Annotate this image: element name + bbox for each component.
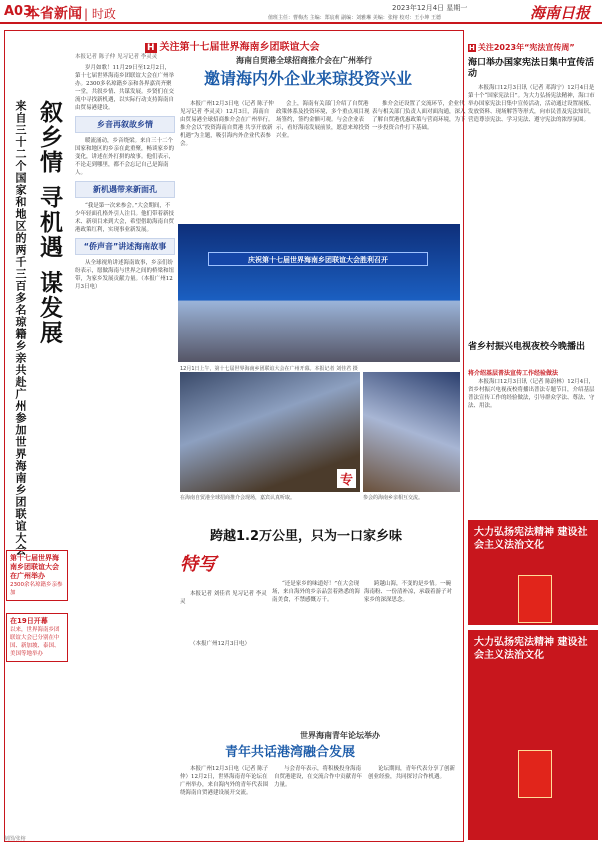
article-column: 本报广州12月3日电（记者 陈子仲）12月2日，世界海南青年论坛在广州举办，来自海内外的青年代表围绕海南自贸港建设展开交流。 (180, 766, 269, 796)
right-topic-label: H 关注2023年“宪法宣传周” (469, 43, 575, 52)
subheading: “侨声音”讲述海南故事 (75, 238, 175, 255)
article-column: 与会青年表示，将积极投身海南自贸港建设，在交流合作中贡献青年力量。 (274, 766, 363, 788)
left-topic-label: H 关注第十七届世界海南乡团联谊大会 (147, 42, 320, 53)
article-column: 会上，海南有关部门介绍了自贸港政策体系及投资环境，多个重点项目现场签约，签约金额可观。与会企业表示，看好海南发展前景，愿意来琼投资兴业。 (276, 101, 370, 139)
vertical-subtitle: 来自三十二个国家和地区的两千三百多名琼籍乡亲共赴广州参加世界海南乡团联谊大会 (14, 100, 27, 556)
constitution-book-icon (518, 575, 552, 623)
graphic-credit: 制图/张榕 (4, 836, 26, 842)
feature-mark: 专 (337, 469, 356, 488)
article-column: （本报广州12月3日电） (190, 641, 250, 647)
section-title: 本省新闻 (26, 6, 82, 22)
guests-photo (363, 372, 460, 492)
audience-photo (180, 372, 360, 492)
article-column: 本报记者 刘佳君 见习记者 李灵灵 (180, 591, 267, 605)
stage-banner: 庆祝第十七届世界海南乡团联谊大会胜利召开 (208, 252, 428, 266)
left-info-boxes (6, 550, 68, 825)
article-paragraph: 岁月如歌！11月29日至12月2日，第十七届世界海南乡团联谊大会在广州举办。2300多名琼籍乡亲和各界嘉宾齐聚一堂，共叙乡情、共谋发展。乡贤们在交流中寻找新机遇，以实际行动支持海南自由贸易港建设。 (75, 65, 175, 111)
subheading: 新机遇带来新面孔 (75, 181, 175, 198)
article-column: 论坛期间，青年代表分享了创新创业经验，共同探讨合作机遇。 (368, 766, 456, 780)
issue-date: 2023年12月4日 星期一 (392, 4, 468, 12)
conference-photo (178, 224, 460, 362)
feature-label: 特写 (180, 554, 216, 575)
photo-caption: 在海南自贸港全球招商推介会现场，嘉宾认真听取。 (180, 495, 296, 501)
forum-pretitle: 世界海南青年论坛举办 (300, 731, 380, 740)
photo-caption: 12月1日上午，第十七届世界海南乡团联谊大会在广州开幕。本报记者 刘佳君 摄 (180, 366, 358, 372)
psa-text: 大力弘扬宪法精神 建设社会主义法治文化 (474, 637, 588, 661)
article-column: 本报广州12月3日电（记者 陈子仲 见习记者 李灵灵）12月3日，海南自由贸易港全球招商推介会在广州举行。推介会以“投资海南自贸港 共享开放新机遇”为主题，吸引海内外企业代表参会。 (180, 101, 274, 147)
left-article (75, 52, 175, 837)
page-header (0, 0, 602, 24)
right-headline: 海口举办国家宪法日集中宣传活动 (468, 58, 595, 79)
article-column: 推介会还设置了交流环节，企业代表与相关部门负责人面对面沟通，深入了解自贸港优惠政策与营商环境，为下一步投资合作打下基础。 (372, 101, 466, 131)
article-paragraph: 从全球视角讲述海南故事，乡亲们纷纷表示，愿做海南与世界之间的桥梁和纽带，为家乡发展贡献力量。（本报广州12月3日电） (75, 260, 175, 290)
psa-ad (468, 520, 598, 625)
byline: 本报记者 陈子仲 见习记者 李灵灵 (75, 54, 158, 60)
article-paragraph: 暖流涌动，乡音绕梁。来自三十二个国家和地区的乡亲在此重聚，畅谈家乡的变化，讲述在外打拼的故事。他们表示，不论走到哪里，都不会忘记自己是海南人。 (75, 138, 175, 176)
info-box: 在19日开幕 以来，世界海南乡团联谊大会已分别在中国、新加坡、泰国、美国等地举办 (6, 613, 68, 662)
story-headline: 跨越1.2万公里，只为一口家乡味 (210, 529, 403, 544)
center-headline: 邀请海内外企业来琼投资兴业 (204, 69, 413, 88)
info-box: 第十七届世界海南乡团联谊大会在广州举办 2300余名琼籍乡亲参加 (6, 550, 68, 601)
subsection-title: | 时政 (84, 7, 116, 21)
right-article: 本报海口12月3日讯（记者 邓海宁）12月4日是第十个“国家宪法日”。为大力弘扬宪法精神，海口市举办国家宪法日集中宣传活动，活动通过设置展板、发放资料、现场解答等形式，向市民普及宪法知识，营造尊崇宪法、学习宪法、遵守宪法的浓厚氛围。 (468, 85, 595, 123)
vertical-headline: 叙乡情 寻机遇 谋发展 (36, 100, 63, 346)
editor-credits: 值班主任：曹梅杰 主编：郑宸莉 副编：刘雅琳 美编：张榕 校对：王小坤 王德 (268, 15, 441, 21)
center-pretitle: 海南自贸港全球招商推介会在广州举行 (236, 56, 372, 65)
psa-text: 大力弘扬宪法精神 建设社会主义法治文化 (474, 527, 588, 551)
right-subtitle: 将介绍基层普法宣传工作经验做法 (468, 370, 559, 377)
photo-caption: 参会的海南乡亲相互交流。 (363, 495, 424, 501)
psa-ad (468, 630, 598, 840)
forum-headline: 青年共话港湾融合发展 (225, 745, 356, 760)
article-column: 跨越山海，不变的是乡情。一碗海南粉、一份清补凉，承载着游子对家乡的深深思念。 (364, 581, 453, 603)
subheading: 乡音再叙故乡情 (75, 116, 175, 133)
article-paragraph: “我是第一次来参会。”大会期间，不少年轻面孔格外引人注目。他们带着新技术、新项目来到大会，希望借助海南自贸港政策红利，实现事业新发展。 (75, 203, 175, 233)
newspaper-logo: 海南日报 (530, 4, 591, 22)
right-article: 本报海口12月3日讯（记者 陈蔚林）12月4日，省乡村振兴电视夜校将播出普法专题节目，介绍基层普法宣传工作的经验做法，引导群众学法、尊法、守法、用法。 (468, 379, 595, 409)
page-number: A03 (4, 4, 33, 19)
article-column: “还是家乡的味道好！”在大会现场，来自海外的乡亲品尝着熟悉的海南美食，不禁感慨万千。 (272, 581, 361, 603)
constitution-book-icon (518, 750, 552, 798)
right-headline: 省乡村振兴电视夜校今晚播出 (468, 342, 586, 352)
